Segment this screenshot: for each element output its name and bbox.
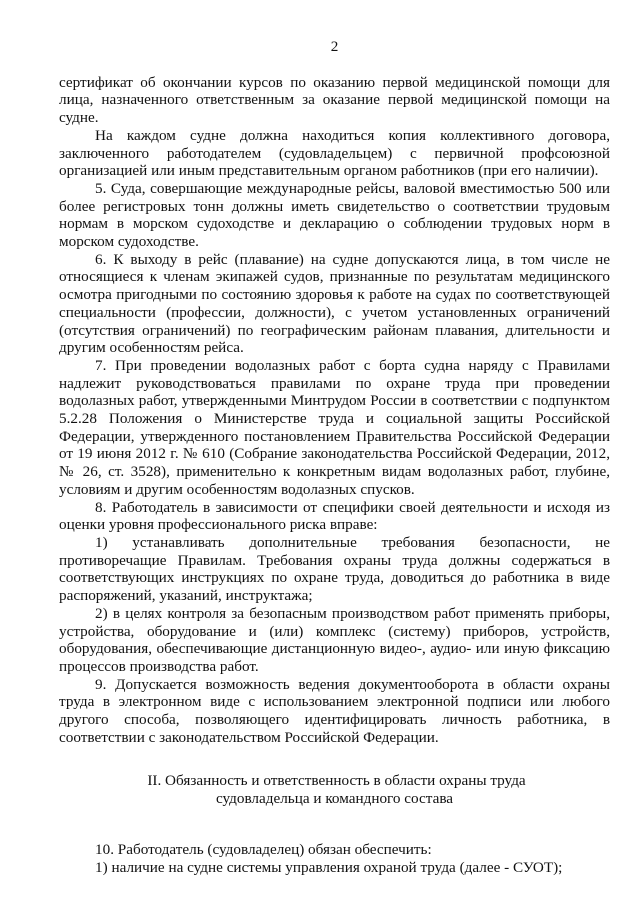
paragraph-8-item-1: 1) устанавливать дополнительные требования безопасности, не противоречащие Правилам. Требования охраны труда должны содержаться в соответствующих инструкциях по охране труда, доводиться до работника в виде распоряжений, указаний, инструктажа;: [59, 533, 610, 605]
paragraph-9: 9. Допускается возможность ведения документооборота в области охраны труда в электронном виде с использованием электронной подписи или любого другого способа, позволяющего идентифицировать личность работника, в соответствии с законодательством Российской Федерации.: [59, 675, 610, 746]
section-heading-line-1: II. Обязанность и ответственность в области охраны труда: [147, 772, 526, 790]
paragraph-5: 5. Суда, совершающие международные рейсы, валовой вместимостью 500 или более регистровых тонн должны иметь свидетельство о соответствии трудовым нормам в морском судоходстве и декларацию о соблюдении трудовых норм в морском судоходстве.: [59, 179, 610, 251]
paragraph-continuation: сертификат об окончании курсов по оказанию первой медицинской помощи для лица, назначенного ответственным за оказание первой медицинской помощи на судне.: [59, 73, 610, 127]
paragraph-10: 10. Работодатель (судовладелец) обязан обеспечить:: [95, 840, 432, 858]
paragraph-6: 6. К выходу в рейс (плавание) на судне допускаются лица, в том числе не относящиеся к членам экипажей судов, признанные по результатам медицинского осмотра пригодными по состоянию здоровья к работе на судах по соответствующей специальности (профессии, должности), с учетом установленных ограничений (отсутствия ограничений) по географическим районам плавания, длительности и другим особенностям рейса.: [59, 250, 610, 357]
paragraph-8-item-2: 2) в целях контроля за безопасным производством работ применять приборы, устройства, оборудование и (или) комплекс (систему) приборов, устройств, оборудования, обеспечивающие дистанционную видео-, аудио- или иную фиксацию процессов производства работ.: [59, 604, 610, 675]
section-heading-line-2: судовладельца и командного состава: [215, 790, 454, 808]
paragraph-7: 7. При проведении водолазных работ с борта судна наряду с Правилами надлежит руководствоваться правилами по охране труда при проведении водолазных работ, утвержденными Минтрудом России в соответствии с подпунктом 5.2.28 Положения о Министерстве труда и социальной защиты Российской Федерации, утвержденного постановлением Правительства Российской Федерации от 19 июня 2012 г. № 610 (Собрание законодательства Российской Федерации, 2012, № 26, ст. 3528), применительно к конкретным видам водолазных работ, глубине, условиям и другим особенностям водолазных спусков.: [59, 356, 610, 498]
paragraph-8: 8. Работодатель в зависимости от специфики своей деятельности и исходя из оценки уровня профессионального риска вправе:: [59, 498, 610, 534]
page-number: 2: [330, 38, 339, 55]
paragraph-collective-agreement: На каждом судне должна находиться копия коллективного договора, заключенного работодателем (судовладельцем) с первичной профсоюзной организацией или иным представительным органом работников (при его наличии).: [59, 126, 610, 180]
paragraph-10-item-1: 1) наличие на судне системы управления охраной труда (далее - СУОТ);: [95, 858, 563, 876]
section-heading: [59, 772, 610, 807]
